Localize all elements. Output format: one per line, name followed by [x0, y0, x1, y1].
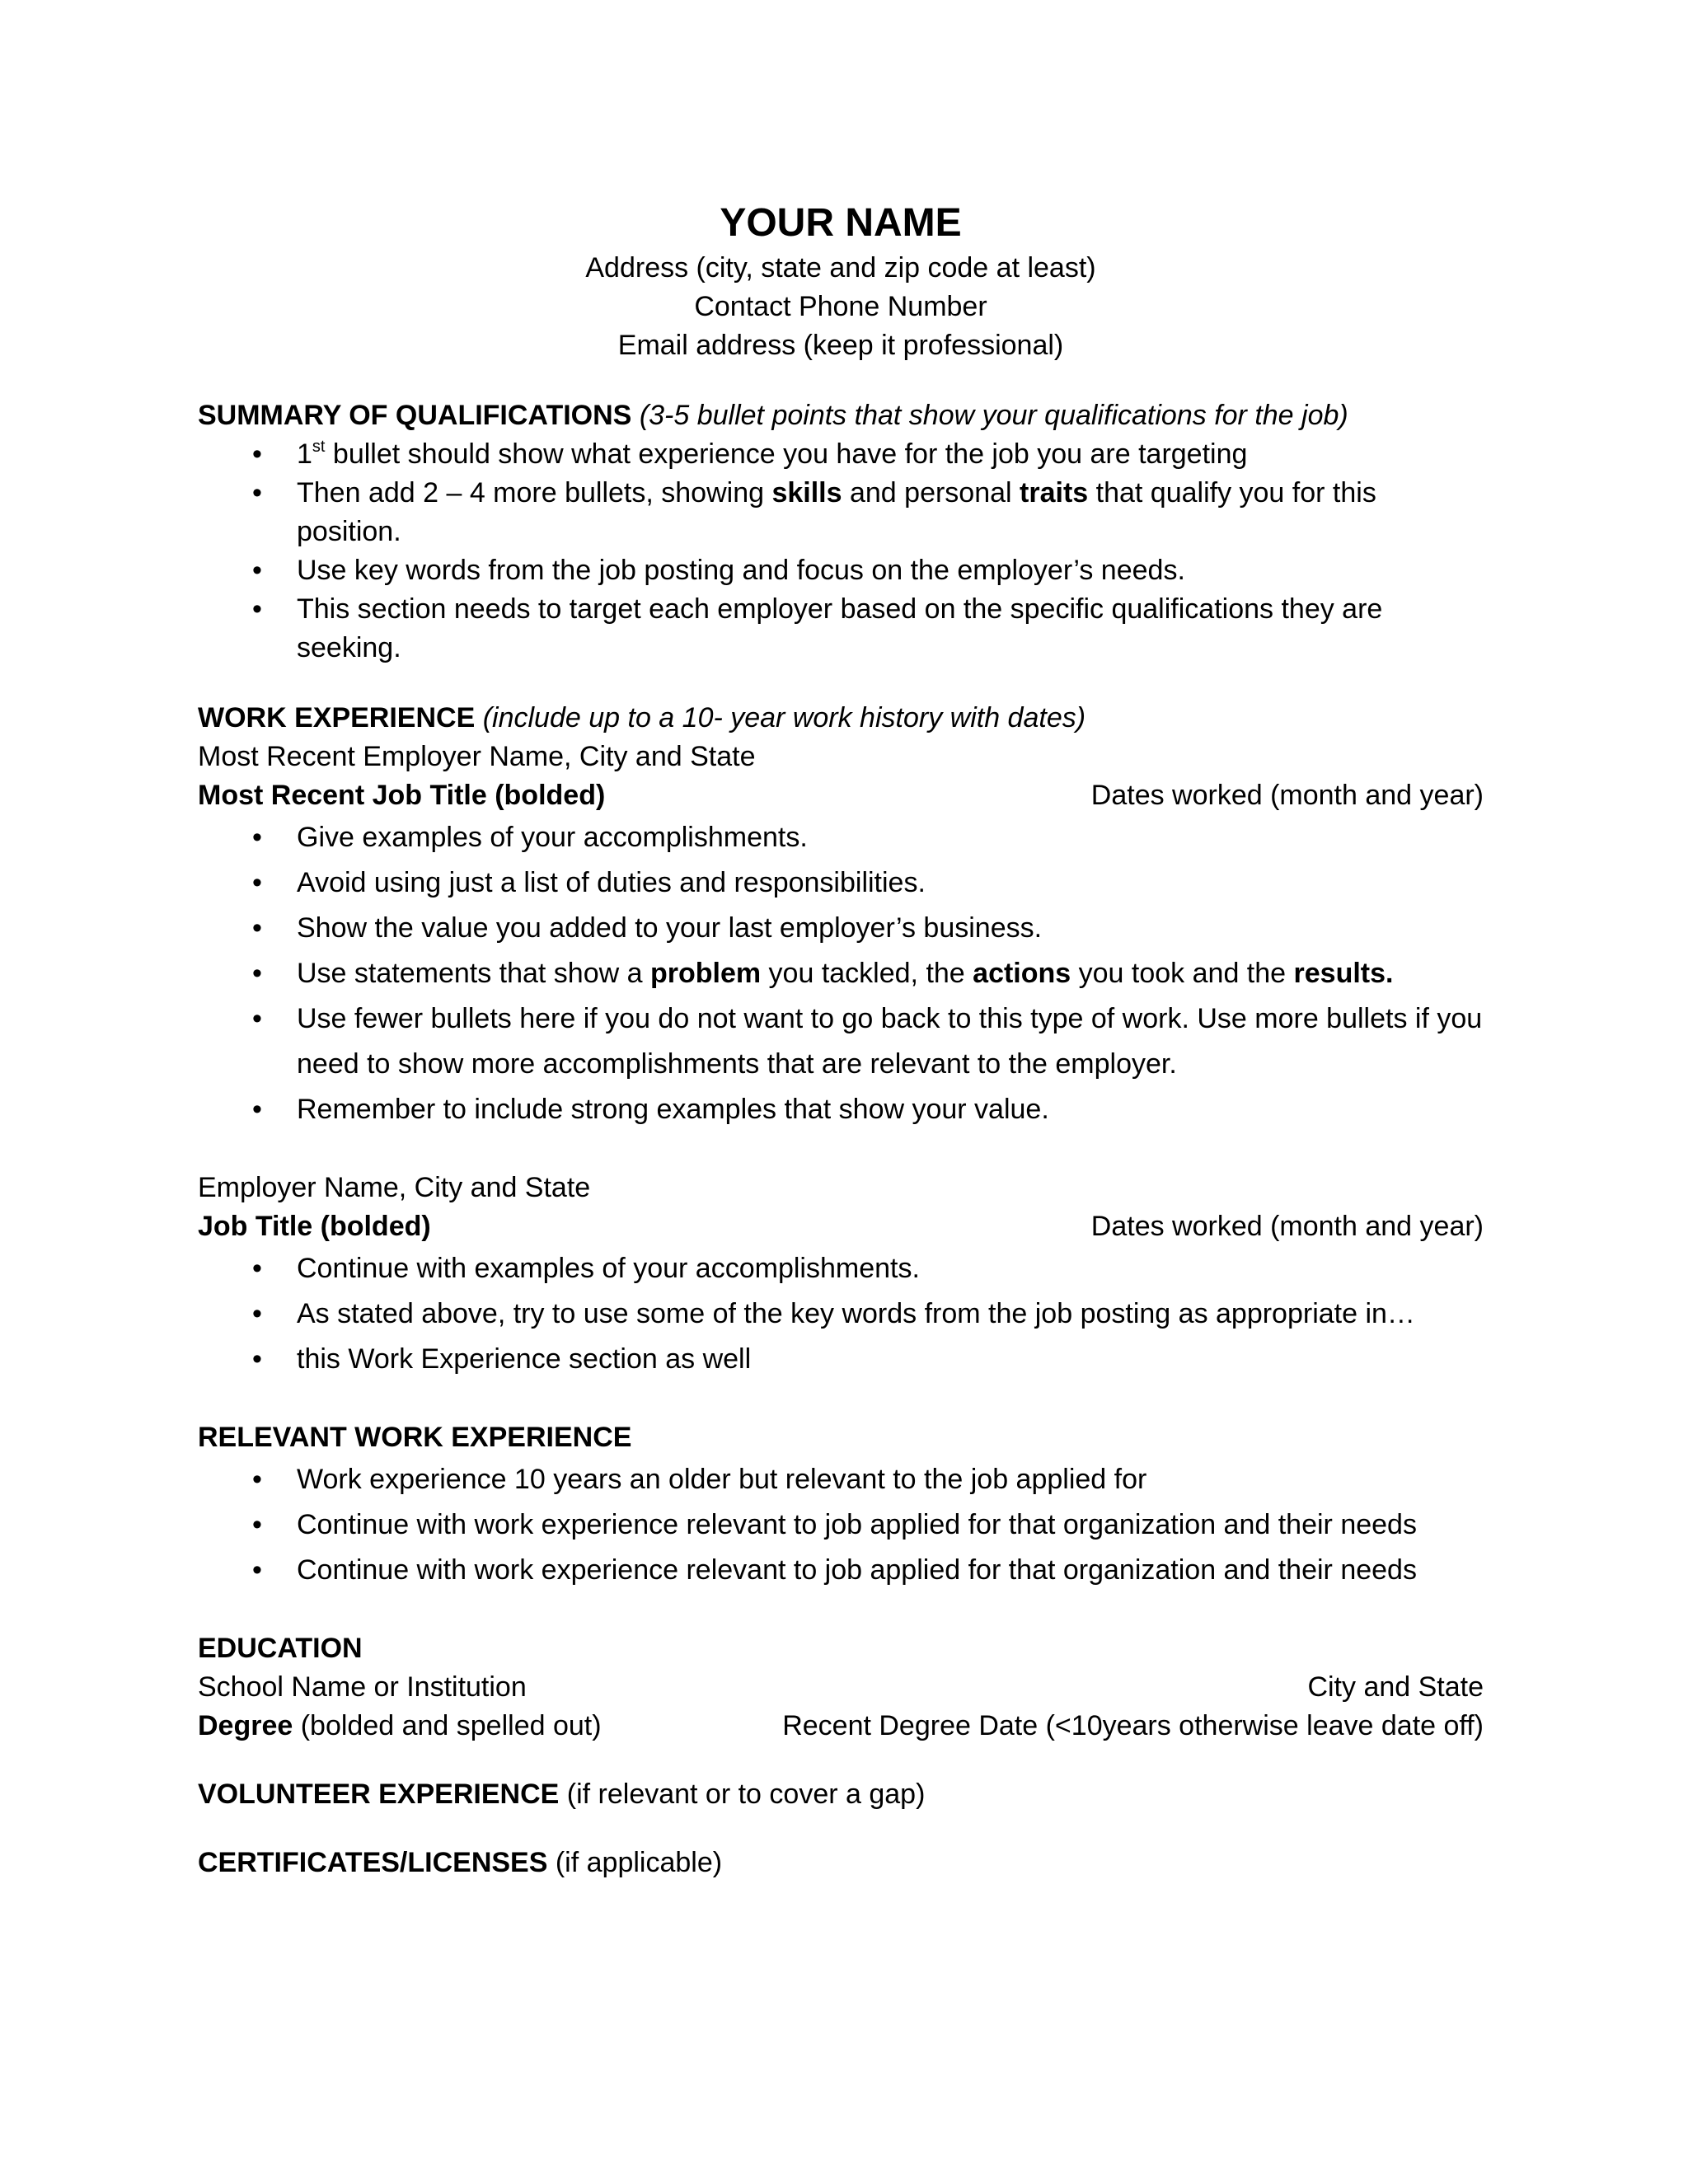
job1-dates: Dates worked (month and year) — [1090, 780, 1484, 811]
list-item — [198, 951, 1484, 996]
bullet-text: Use statements that show a — [297, 958, 650, 989]
job2-title: Job Title (bolded) — [198, 1211, 431, 1242]
bullet-icon: • — [252, 477, 262, 509]
bullet-text: bullet should show what experience you have for the job you are targeting — [325, 438, 1248, 470]
job1-list — [198, 815, 1484, 1132]
school-location: City and State — [1307, 1671, 1484, 1703]
address-line: Address (city, state and zip code at least) — [585, 252, 1096, 284]
bullet-icon: • — [252, 1343, 262, 1375]
bullet-icon: • — [252, 1554, 262, 1586]
list-item — [198, 815, 1484, 860]
summary-title: SUMMARY OF QUALIFICATIONS — [198, 400, 632, 431]
ordinal-suffix: st — [312, 438, 326, 456]
bullet-icon: • — [252, 912, 262, 944]
job2-list — [198, 1246, 1484, 1382]
degree-label: Degree — [198, 1710, 293, 1741]
bullet-text: Continue with examples of your accomplishments. — [297, 1253, 920, 1284]
list-item — [198, 996, 1484, 1087]
bullet-icon: • — [252, 555, 262, 586]
bullet-text: Work experience 10 years an older but relevant to the job applied for — [297, 1464, 1147, 1495]
bold-actions: actions — [973, 958, 1071, 989]
your-name: YOUR NAME — [720, 201, 962, 245]
work-title: WORK EXPERIENCE — [198, 702, 476, 733]
bullet-icon: • — [252, 1253, 262, 1284]
degree-note: (bolded and spelled out) — [293, 1710, 602, 1741]
list-item — [198, 1548, 1484, 1593]
bullet-icon: • — [252, 1094, 262, 1125]
bold-skills: skills — [771, 477, 842, 509]
bullet-icon: • — [252, 867, 262, 898]
bullet-text: This section needs to target each employer based on the specific qualifications they are seeking. — [297, 593, 1383, 663]
certificates-note: (if applicable) — [547, 1847, 723, 1878]
bullet-text: Use key words from the job posting and focus on the employer’s needs. — [297, 555, 1185, 586]
bullet-icon: • — [252, 438, 262, 470]
list-item — [198, 1337, 1484, 1382]
bullet-text: Then add 2 – 4 more bullets, showing — [297, 477, 772, 509]
job1-employer: Most Recent Employer Name, City and State — [198, 741, 756, 772]
email-line: Email address (keep it professional) — [617, 330, 1064, 361]
list-item — [198, 590, 1484, 668]
bullet-number: 1 — [297, 438, 312, 470]
list-item — [198, 860, 1484, 906]
bullet-text: Remember to include strong examples that show your value. — [297, 1094, 1049, 1125]
bullet-icon: • — [252, 1298, 262, 1329]
resume-content — [198, 198, 1484, 1882]
bold-traits: traits — [1020, 477, 1089, 509]
job1-title: Most Recent Job Title (bolded) — [198, 780, 606, 811]
list-item — [198, 1087, 1484, 1132]
job1-title-row — [198, 776, 1484, 815]
bullet-text: Continue with work experience relevant to job applied for that organization and their needs — [297, 1554, 1417, 1586]
bullet-text: you tackled, the — [761, 958, 973, 989]
job2-employer: Employer Name, City and State — [198, 1172, 591, 1203]
list-item — [198, 435, 1484, 474]
bullet-icon: • — [252, 593, 262, 625]
bold-results: results. — [1293, 958, 1394, 989]
bullet-icon: • — [252, 822, 262, 853]
resume-header — [198, 198, 1484, 365]
bullet-text: As stated above, try to use some of the key words from the job posting as appropriate in… — [297, 1298, 1415, 1329]
school-name: School Name or Institution — [198, 1671, 527, 1703]
bullet-text: you took and the — [1071, 958, 1294, 989]
volunteer-heading — [198, 1775, 1484, 1814]
bullet-text: that qualify you for this position. — [297, 477, 1376, 547]
bullet-icon: • — [252, 958, 262, 989]
work-heading — [198, 699, 1484, 738]
list-item — [198, 1291, 1484, 1337]
volunteer-title: VOLUNTEER EXPERIENCE — [198, 1779, 560, 1810]
bullet-icon: • — [252, 1003, 262, 1034]
bullet-text: Use fewer bullets here if you do not want to go back to this type of work. Use more bullets if you need to show more accomplishments that are relevant to the employer. — [297, 1003, 1483, 1080]
phone-line: Contact Phone Number — [694, 291, 987, 322]
bullet-text: Avoid using just a list of duties and responsibilities. — [297, 867, 926, 898]
education-title: EDUCATION — [198, 1633, 363, 1664]
bullet-text: Continue with work experience relevant to job applied for that organization and their needs — [297, 1509, 1417, 1540]
relevant-title: RELEVANT WORK EXPERIENCE — [198, 1422, 632, 1453]
list-item — [198, 1457, 1484, 1502]
work-note: (include up to a 10- year work history with dates) — [482, 702, 1086, 733]
degree-row — [198, 1707, 1484, 1746]
bullet-icon: • — [252, 1509, 262, 1540]
bullet-text: Give examples of your accomplishments. — [297, 822, 808, 853]
job2-title-row — [198, 1207, 1484, 1246]
relevant-list — [198, 1457, 1484, 1593]
list-item — [198, 1246, 1484, 1291]
school-row — [198, 1668, 1484, 1707]
bullet-text: and personal — [842, 477, 1020, 509]
list-item — [198, 1502, 1484, 1548]
list-item — [198, 474, 1484, 551]
summary-note: (3-5 bullet points that show your qualifications for the job) — [639, 400, 1348, 431]
job2-dates: Dates worked (month and year) — [1090, 1211, 1484, 1242]
bullet-icon: • — [252, 1464, 262, 1495]
bullet-text: Show the value you added to your last employer’s business. — [297, 912, 1043, 944]
list-item — [198, 551, 1484, 590]
certificates-heading — [198, 1844, 1484, 1882]
bold-problem: problem — [649, 958, 762, 989]
list-item — [198, 906, 1484, 951]
certificates-title: CERTIFICATES/LICENSES — [198, 1847, 548, 1878]
degree — [198, 1707, 602, 1746]
summary-list — [198, 435, 1484, 668]
degree-date: Recent Degree Date (<10years otherwise leave date off) — [782, 1710, 1484, 1741]
volunteer-note: (if relevant or to cover a gap) — [559, 1779, 926, 1810]
bullet-text: this Work Experience section as well — [297, 1343, 752, 1375]
summary-heading — [198, 396, 1484, 435]
